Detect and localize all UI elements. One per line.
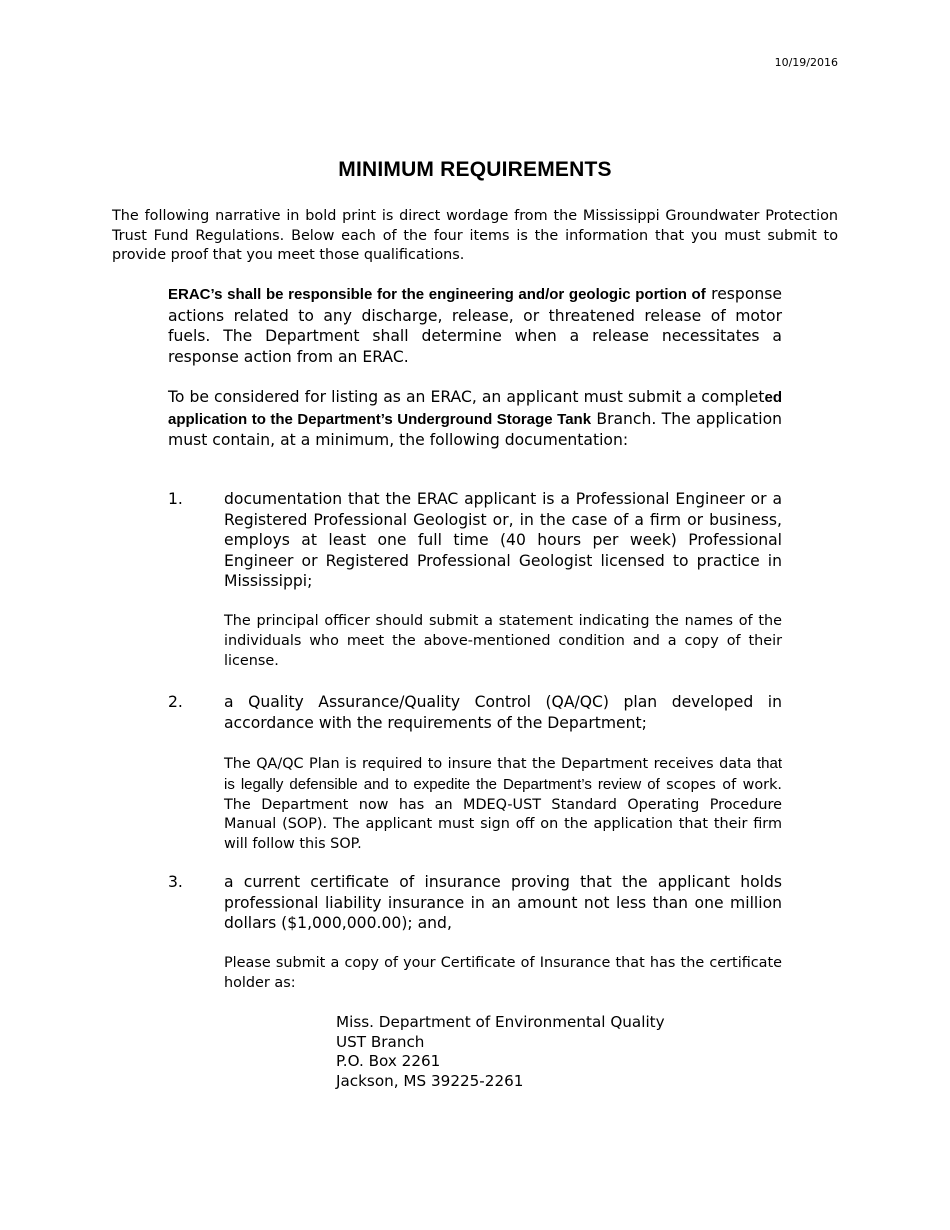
page-title: MINIMUM REQUIREMENTS — [338, 158, 612, 181]
item-2-text: a Quality Assurance/Quality Control (QA/QC) plan developed in accordance with the requirements of the Department; — [224, 693, 782, 732]
regulation-paragraph-1 — [168, 284, 782, 367]
regulation-paragraph-2-text: Branch. The application must contain, at a minimum, the following documentation: — [168, 409, 783, 449]
regulation-paragraph-2-bold: ed application to the Department’s Underground Storage Tank — [168, 389, 782, 428]
address-line-4: Jackson, MS 39225-2261 — [336, 1072, 524, 1091]
regulation-paragraph-2 — [168, 387, 782, 451]
item-1-text: documentation that the ERAC applicant is a Professional Engineer or a Registered Professional Geologist or, in the case of a firm or business, employs at least one full time (40 hours per week) Professional Engineer or Registered Professional Geologist licensed to practice in Mississippi; — [224, 490, 782, 590]
item-1-number: 1. — [168, 490, 183, 508]
address-line-1: Miss. Department of Environmental Quality — [336, 1013, 665, 1031]
certificate-holder-address — [336, 1013, 665, 1092]
item-2-note-end: scopes of work. The Department now has an MDEQ-UST Standard Operating Procedure Manual (SOP). The applicant must sign off on the application that their firm will follow this SOP. — [224, 776, 782, 853]
document-date: 10/19/2016 — [774, 56, 838, 69]
item-2-note-middle: that is legally defensible and to expedite the Department’s review of — [224, 755, 782, 793]
item-3-note: Please submit a copy of your Certificate of Insurance that has the certificate holder as: — [224, 955, 782, 991]
address-line-2: UST Branch — [336, 1032, 425, 1051]
item-3-number: 3. — [168, 873, 183, 891]
intro-paragraph: The following narrative in bold print is direct wordage from the Mississippi Groundwater Protection Trust Fund Regulations. Below each of the four items is the information that you must submit to provide proof that you meet those qualifications. — [112, 208, 838, 264]
address-line-3: P.O. Box 2261 — [336, 1052, 441, 1071]
regulation-paragraph-2-start: To be considered for listing as an ERAC, an applicant must submit a complet — [168, 388, 765, 406]
item-1-note: The principal officer should submit a statement indicating the names of the individuals who meet the above-mentioned condition and a copy of their license. — [224, 613, 782, 669]
item-3-text: a current certificate of insurance proving that the applicant holds professional liability insurance in an amount not less than one million dollars ($1,000,000.00); and, — [224, 873, 782, 932]
regulation-paragraph-1-bold: ERAC’s shall be responsible for the engineering and/or geologic portion of — [168, 286, 706, 303]
regulation-paragraph-1-text: response actions related to any discharge, release, or threatened release of motor fuels. The Department shall determine when a release necessitates a response action from an ERAC. — [168, 285, 782, 366]
item-2-note-start: The QA/QC Plan is required to insure that the Department receives data — [224, 756, 757, 772]
item-2-number: 2. — [168, 693, 183, 711]
item-2-note — [224, 754, 782, 855]
